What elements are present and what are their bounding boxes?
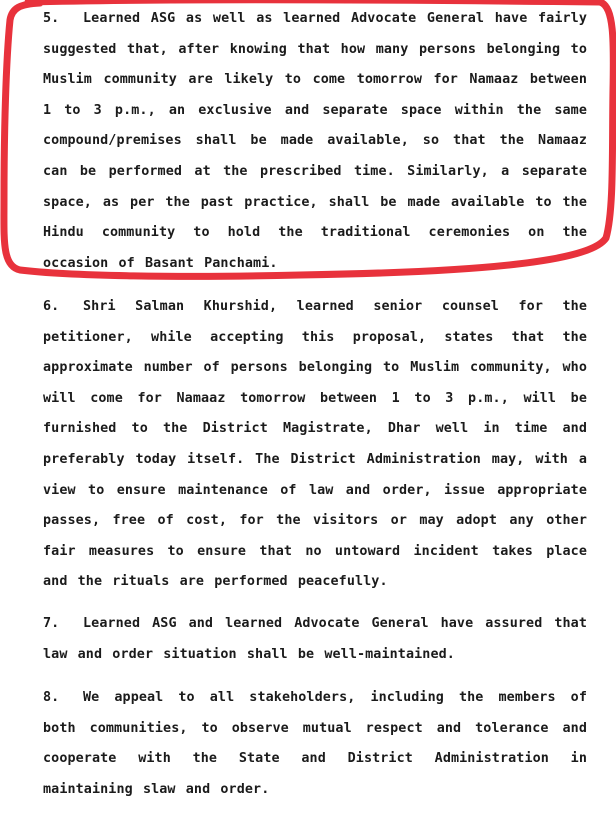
paragraph-number: 8. [43,690,60,705]
paragraph-number: 6. [43,299,60,314]
paragraph-7 [43,609,587,670]
paragraph-8 [43,683,587,805]
paragraph-text: Learned ASG as well as learned Advocate General have fairly suggested that, after knowing that how many persons belonging to Muslim community are likely to come tomorrow for Namaaz between 1 to 3 p.m., an exclusive and separate space within the same compound/premises shall be made available, so that the Namaaz can be performed at the prescribed time. Similarly, a separate space, as per the past practice, shall be made available to the Hindu community to hold the traditional ceremonies on the occasion of Basant Panchami. [43,11,587,271]
paragraph-text: We appeal to all stakeholders, including the members of both communities, to observe mutual respect and tolerance and cooperate with the State and District Administration in maintaining slaw and order. [43,690,587,797]
paragraph-number: 7. [43,616,60,631]
paragraph-text: Learned ASG and learned Advocate General have assured that law and order situation shall be well-maintained. [43,616,587,662]
paragraph-5 [43,4,587,279]
paragraph-number: 5. [43,11,60,26]
paragraph-text: Shri Salman Khurshid, learned senior counsel for the petitioner, while accepting this proposal, states that the approximate number of persons belonging to Muslim community, who will come for Namaaz tomorrow between 1 to 3 p.m., will be furnished to the District Magistrate, Dhar well in time and preferably today itself. The District Administration may, with a view to ensure maintenance of law and order, issue appropriate passes, free of cost, for the visitors or may adopt any other fair measures to ensure that no untoward incident takes place and the rituals are performed peacefully. [43,299,587,590]
paragraph-6 [43,292,587,598]
